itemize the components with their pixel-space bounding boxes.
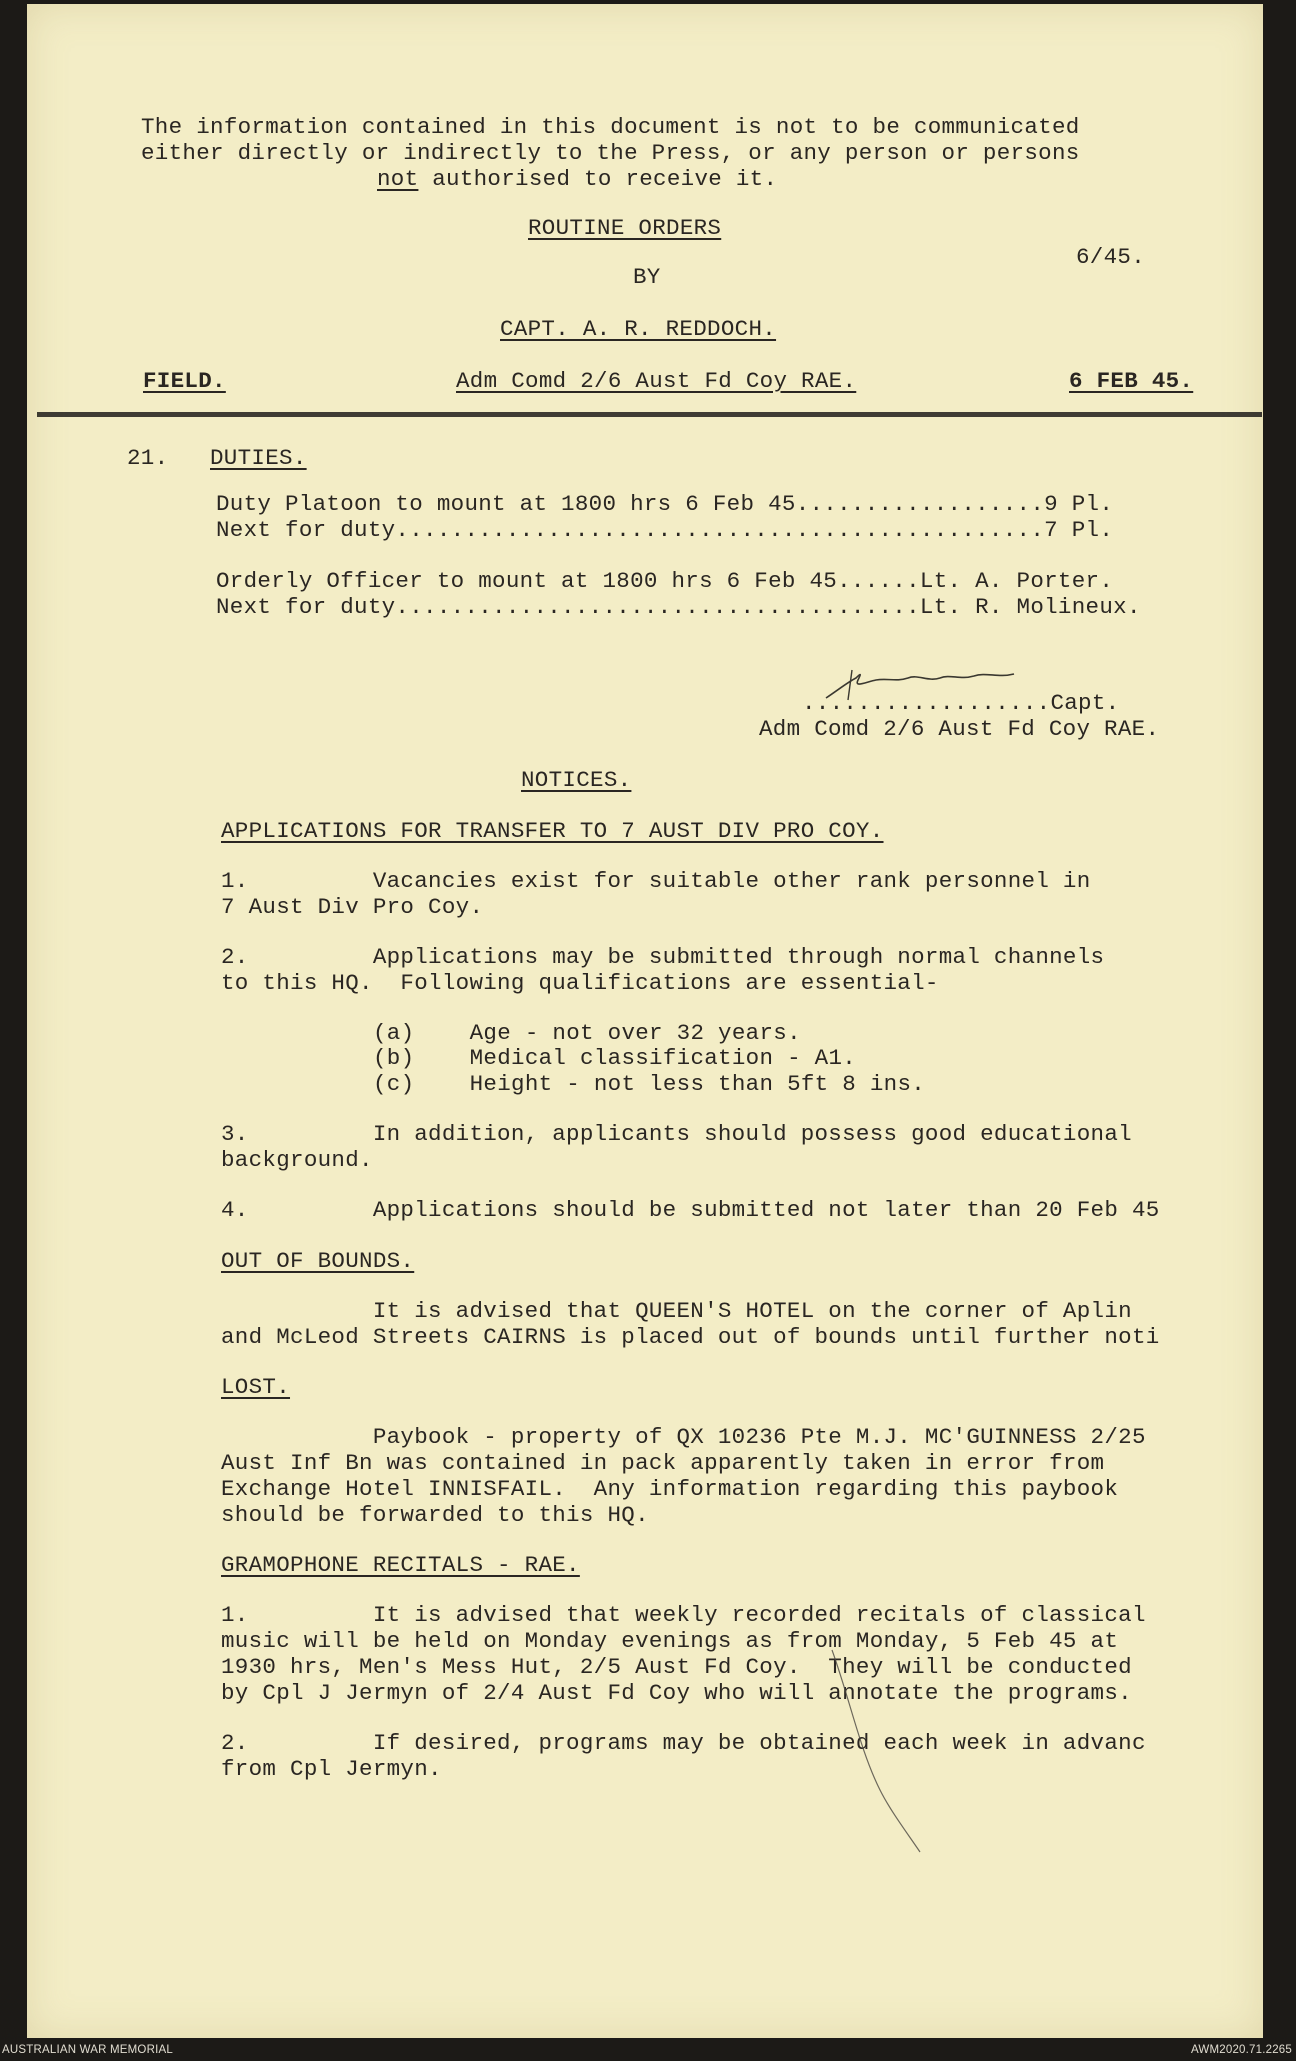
transfer-para-1a: 1. Vacancies exist for suitable other rank personnel in: [221, 868, 1091, 894]
gramophone-line-6: from Cpl Jermyn.: [221, 1756, 442, 1782]
confidential-notice-line-1: The information contained in this document is not to be communicated: [141, 114, 1080, 140]
transfer-para-2a: 2. Applications may be submitted through normal channels: [221, 944, 1105, 970]
transfer-para-3a: 3. In addition, applicants should possess good educational: [221, 1121, 1132, 1147]
lost-line-3: Exchange Hotel INNISFAIL. Any information regarding this paybook: [221, 1476, 1119, 1502]
lost-line-4: should be forwarded to this HQ.: [221, 1502, 649, 1528]
duty-platoon-next-line: Next for duty...............................................7 Pl.: [216, 517, 1114, 543]
lost-line-1: Paybook - property of QX 10236 Pte M.J. MC'GUINNESS 2/25: [221, 1424, 1146, 1450]
out-of-bounds-line-2: and McLeod Streets CAIRNS is placed out of bounds until further noti: [221, 1324, 1160, 1350]
footer-left-label: AUSTRALIAN WAR MEMORIAL: [2, 2044, 173, 2056]
duty-platoon-line: Duty Platoon to mount at 1800 hrs 6 Feb 45..................9 Pl.: [216, 491, 1114, 517]
by-label: BY: [633, 264, 661, 290]
transfer-para-2b: to this HQ. Following qualifications are essential-: [221, 970, 939, 996]
not-underlined: not: [377, 166, 419, 192]
transfer-heading: APPLICATIONS FOR TRANSFER TO 7 AUST DIV PRO COY.: [221, 818, 884, 844]
transfer-para-3b: background.: [221, 1147, 373, 1173]
qualification-a: (a) Age - not over 32 years.: [373, 1020, 801, 1046]
notice-rest: authorised to receive it.: [418, 166, 778, 192]
pencil-annotation-mark: [820, 1640, 940, 1860]
signature-dots: ..................Capt.: [802, 690, 1120, 716]
gramophone-line-3: 1930 hrs, Men's Mess Hut, 2/5 Aust Fd Coy. They will be conducted: [221, 1654, 1132, 1680]
lost-heading: LOST.: [221, 1374, 291, 1400]
gramophone-line-1: 1. It is advised that weekly recorded recitals of classical: [221, 1602, 1146, 1628]
out-of-bounds-heading: OUT OF BOUNDS.: [221, 1248, 415, 1274]
gramophone-line-2: music will be held on Monday evenings as from Monday, 5 Feb 45 at: [221, 1628, 1119, 1654]
qualification-b: (b) Medical classification - A1.: [373, 1045, 857, 1071]
confidential-notice-line-2: either directly or indirectly to the Press, or any person or persons: [141, 140, 1080, 166]
footer-right-label: AWM2020.71.2265: [1190, 2044, 1292, 2056]
lost-line-2: Aust Inf Bn was contained in pack apparently taken in error from: [221, 1450, 1105, 1476]
signature-unit: Adm Comd 2/6 Aust Fd Coy RAE.: [759, 716, 1160, 742]
document-title: ROUTINE ORDERS: [528, 215, 722, 241]
orderly-officer-line: Orderly Officer to mount at 1800 hrs 6 Feb 45......Lt. A. Porter.: [216, 568, 1114, 594]
archive-footer: [0, 2040, 1296, 2061]
transfer-para-4: 4. Applications should be submitted not later than 20 Feb 45: [221, 1197, 1160, 1223]
unit: Adm Comd 2/6 Aust Fd Coy RAE.: [456, 368, 857, 394]
confidential-notice-line-3: [377, 166, 777, 192]
notices-heading: NOTICES.: [521, 767, 632, 793]
place: FIELD.: [143, 368, 226, 394]
duties-heading: DUTIES.: [210, 445, 307, 471]
gramophone-heading: GRAMOPHONE RECITALS - RAE.: [221, 1552, 580, 1578]
paragraph-number: 21.: [127, 445, 169, 471]
gramophone-line-5: 2. If desired, programs may be obtained each week in advanc: [221, 1730, 1146, 1756]
issuing-officer: CAPT. A. R. REDDOCH.: [500, 316, 777, 342]
order-number: 6/45.: [1076, 244, 1146, 270]
out-of-bounds-line-1: It is advised that QUEEN'S HOTEL on the corner of Aplin: [221, 1298, 1132, 1324]
orderly-officer-next-line: Next for duty......................................Lt. R. Molineux.: [216, 594, 1141, 620]
header-divider: [37, 412, 1262, 417]
order-date: 6 FEB 45.: [1069, 368, 1194, 394]
qualification-c: (c) Height - not less than 5ft 8 ins.: [373, 1071, 926, 1097]
transfer-para-1b: 7 Aust Div Pro Coy.: [221, 894, 484, 920]
gramophone-line-4: by Cpl J Jermyn of 2/4 Aust Fd Coy who will annotate the programs.: [221, 1680, 1132, 1706]
